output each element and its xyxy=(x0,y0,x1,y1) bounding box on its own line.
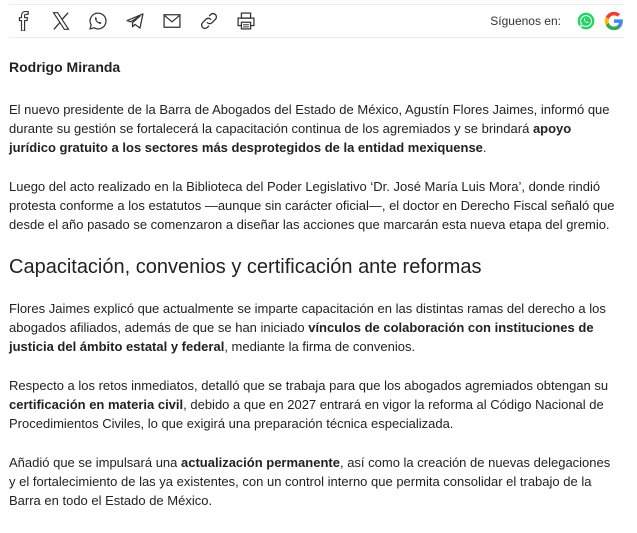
follow-us xyxy=(490,10,625,32)
paragraph-4 xyxy=(9,376,619,434)
paragraph-1-bold: apoyo jurídico gratuito a los sectores más desprotegidos de la entidad mexiquense xyxy=(9,121,572,156)
paragraph-1-text-a: El nuevo presidente de la Barra de Abogados del Estado de México, Agustín Flores Jaimes, informó que durante su gestión se fortalecerá la capacitación continua de los agremiados y se brindará xyxy=(9,102,610,137)
share-bar xyxy=(9,4,625,38)
paragraph-3-text-a: Flores Jaimes explicó que actualmente se imparte capacitación en las distintas ramas del derecho a los abogados afiliados, además de que se han iniciado xyxy=(9,301,606,336)
follow-label: Síguenos en: xyxy=(490,14,561,28)
paragraph-3-bold: vínculos de colaboración con instituciones de justicia del ámbito estatal y federal xyxy=(9,320,594,355)
paragraph-4-text-a: Respecto a los retos inmediatos, detalló que se trabaja para que los abogados agremiados obtengan su xyxy=(9,378,609,393)
paragraph-4-text-c: , debido a que en 2027 entrará en vigor la reforma al Código Nacional de Procedimientos Civiles, lo que exigirá una preparación técnica especializada. xyxy=(9,397,604,432)
facebook-icon[interactable] xyxy=(13,10,35,32)
author-name: Rodrigo Miranda xyxy=(9,59,121,75)
paragraph-2: Luego del acto realizado en la Biblioteca del Poder Legislativo ‘Dr. José María Luis Mora’, donde rindió protesta conforme a los estatutos —aunque sin carácter oficial—, el doctor en Derecho Fiscal señaló que desde el año pasado se comenzaron a diseñar las acciones que marcarán esta nueva etapa del gremio. xyxy=(9,179,615,233)
section-heading: Capacitación, convenios y certificación ante reformas xyxy=(9,256,482,278)
x-icon[interactable] xyxy=(50,10,72,32)
paragraph-3-text-c: , mediante la firma de convenios. xyxy=(224,339,416,355)
paragraph-5-text-a: Añadió que se impulsará una xyxy=(9,455,182,470)
paragraph-5 xyxy=(9,453,619,511)
print-icon[interactable] xyxy=(235,10,257,32)
paragraph-4-bold: certificación en materia civil xyxy=(9,397,184,413)
paragraph-3 xyxy=(9,299,619,357)
article-body xyxy=(9,58,619,530)
paragraph-5-bold: actualización permanente xyxy=(181,455,340,470)
share-icons xyxy=(9,10,272,32)
google-news-icon[interactable] xyxy=(603,10,625,32)
telegram-icon[interactable] xyxy=(124,10,146,32)
link-icon[interactable] xyxy=(198,10,220,32)
paragraph-5-text-c: , así como la creación de nuevas delegaciones y el fortalecimiento de las ya existentes, con un control interno que permita consolidar el trabajo de la Barra en todo el Estado de México. xyxy=(9,455,611,509)
whatsapp-icon[interactable] xyxy=(87,10,109,32)
paragraph-1 xyxy=(9,100,619,158)
paragraph-1-text-c: . xyxy=(482,140,487,156)
mail-icon[interactable] xyxy=(161,10,183,32)
whatsapp-channel-icon[interactable] xyxy=(575,10,597,32)
